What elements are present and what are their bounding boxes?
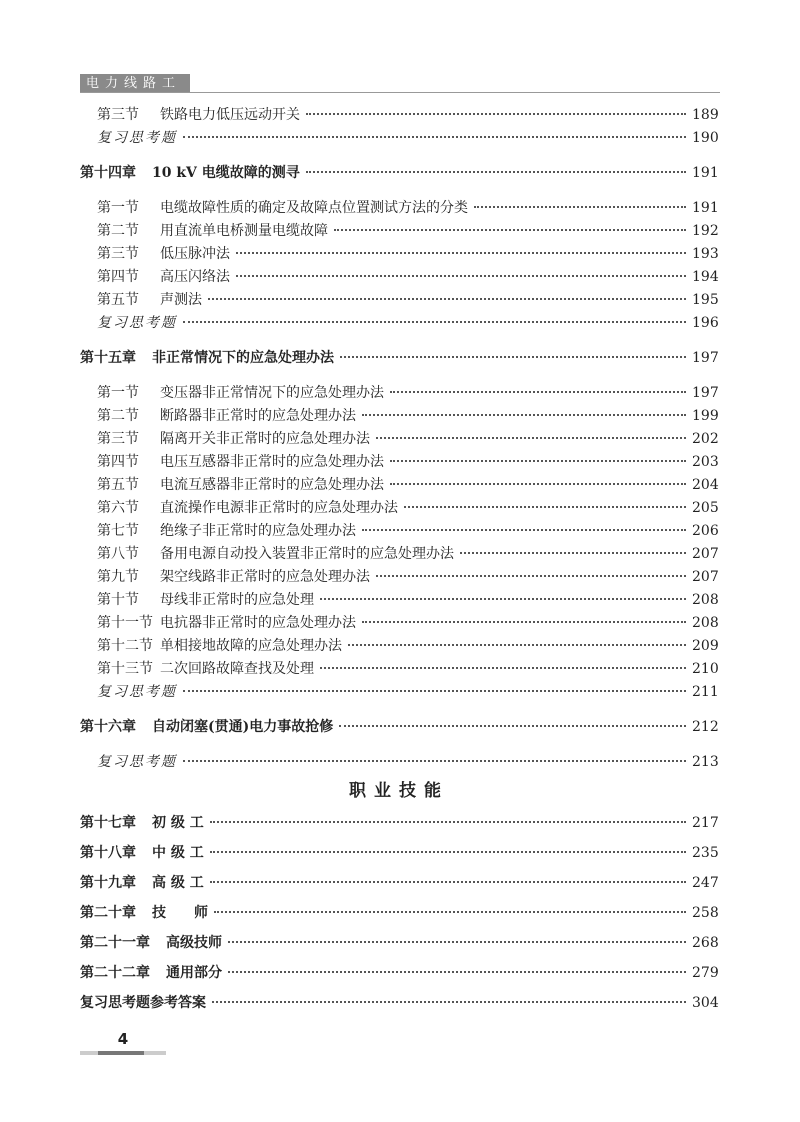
toc-entry-review bbox=[80, 127, 718, 150]
entry-title: 复习思考题 bbox=[97, 684, 177, 700]
dot-leader bbox=[183, 136, 686, 138]
entry-title: 复习思考题 bbox=[97, 315, 177, 331]
toc-entry-section bbox=[80, 451, 718, 474]
entry-title: 电缆故障性质的确定及故障点位置测试方法的分类 bbox=[160, 200, 468, 216]
toc-entry-section bbox=[80, 428, 718, 451]
entry-title: 电抗器非正常时的应急处理办法 bbox=[160, 615, 356, 631]
toc-entry-chapter bbox=[80, 347, 718, 370]
entry-page-number: 194 bbox=[692, 269, 719, 285]
entry-label: 第四节 bbox=[97, 269, 139, 285]
dot-leader bbox=[236, 275, 686, 277]
dot-leader bbox=[208, 298, 686, 300]
entry-page-number: 203 bbox=[692, 454, 719, 470]
entry-page-number: 192 bbox=[692, 223, 719, 239]
entry-page-number: 212 bbox=[692, 719, 719, 735]
running-header: 电力线路工 bbox=[80, 74, 190, 93]
entry-page-number: 191 bbox=[692, 200, 719, 216]
dot-leader bbox=[306, 113, 686, 115]
entry-page-number: 193 bbox=[692, 246, 719, 262]
entry-page-number: 217 bbox=[692, 815, 719, 831]
entry-label: 第二十章 bbox=[80, 905, 136, 921]
entry-label: 第十一节 bbox=[97, 615, 153, 631]
toc-entry-section bbox=[80, 658, 718, 681]
toc-entry-review bbox=[80, 751, 718, 774]
toc-entry-chapter2 bbox=[80, 838, 718, 868]
entry-label: 第五节 bbox=[97, 477, 139, 493]
entry-title: 10 kV 电缆故障的测寻 bbox=[152, 165, 300, 181]
entry-page-number: 202 bbox=[692, 431, 719, 447]
dot-leader bbox=[183, 760, 686, 762]
page-number-bar-accent bbox=[98, 1051, 144, 1055]
toc-entry-chapter2 bbox=[80, 868, 718, 898]
entry-page-number: 207 bbox=[692, 569, 719, 585]
entry-page-number: 209 bbox=[692, 638, 719, 654]
entry-title: 母线非正常时的应急处理 bbox=[160, 592, 314, 608]
dot-leader bbox=[390, 460, 686, 462]
toc-entry-section bbox=[80, 266, 718, 289]
entry-title: 用直流单电桥测量电缆故障 bbox=[160, 223, 328, 239]
toc-entry-chapter2 bbox=[80, 808, 718, 838]
entry-title: 技 师 bbox=[152, 905, 208, 921]
entry-title: 二次回路故障查找及处理 bbox=[160, 661, 314, 677]
toc-entry-section bbox=[80, 497, 718, 520]
toc-part-2 bbox=[80, 808, 718, 1018]
toc-entry-section bbox=[80, 566, 718, 589]
entry-label: 第三节 bbox=[97, 431, 139, 447]
toc-entry-chapter bbox=[80, 162, 718, 185]
dot-leader bbox=[404, 506, 686, 508]
toc-entry-section bbox=[80, 289, 718, 312]
entry-title: 备用电源自动投入装置非正常时的应急处理办法 bbox=[160, 546, 454, 562]
toc-entry-review bbox=[80, 681, 718, 704]
entry-label: 第十七章 bbox=[80, 815, 136, 831]
dot-leader bbox=[183, 690, 686, 692]
entry-page-number: 195 bbox=[692, 292, 719, 308]
entry-page-number: 279 bbox=[692, 965, 719, 981]
dot-leader bbox=[340, 356, 686, 358]
page-number-bar bbox=[80, 1051, 166, 1055]
entry-page-number: 268 bbox=[692, 935, 719, 951]
toc-entry-section bbox=[80, 104, 718, 127]
toc-entry-section bbox=[80, 197, 718, 220]
dot-leader bbox=[183, 321, 686, 323]
entry-label: 第七节 bbox=[97, 523, 139, 539]
dot-leader bbox=[376, 437, 686, 439]
entry-page-number: 190 bbox=[692, 130, 719, 146]
entry-title: 通用部分 bbox=[166, 965, 222, 981]
dot-leader bbox=[210, 881, 686, 883]
entry-page-number: 191 bbox=[692, 165, 719, 181]
entry-title: 直流操作电源非正常时的应急处理办法 bbox=[160, 500, 398, 516]
dot-leader bbox=[228, 941, 686, 943]
toc-entry-chapter2 bbox=[80, 928, 718, 958]
entry-page-number: 206 bbox=[692, 523, 719, 539]
entry-title: 自动闭塞(贯通)电力事故抢修 bbox=[152, 719, 334, 735]
entry-page-number: 197 bbox=[692, 350, 719, 366]
entry-title: 高压闪络法 bbox=[160, 269, 230, 285]
entry-page-number: 211 bbox=[692, 684, 719, 700]
entry-label: 第六节 bbox=[97, 500, 139, 516]
dot-leader bbox=[362, 414, 686, 416]
entry-title: 声测法 bbox=[160, 292, 202, 308]
toc-entry-chapter bbox=[80, 716, 718, 739]
toc-entry-section bbox=[80, 635, 718, 658]
entry-label: 第一节 bbox=[97, 200, 139, 216]
dot-leader bbox=[320, 667, 686, 669]
dot-leader bbox=[236, 252, 686, 254]
entry-label: 第二十二章 bbox=[80, 965, 150, 981]
dot-leader bbox=[362, 621, 686, 623]
toc-entry-section bbox=[80, 474, 718, 497]
toc-entry-section bbox=[80, 405, 718, 428]
entry-label: 第五节 bbox=[97, 292, 139, 308]
dot-leader bbox=[339, 725, 686, 727]
toc-entry-section bbox=[80, 612, 718, 635]
page-number: 4 bbox=[117, 1030, 129, 1048]
entry-title: 铁路电力低压远动开关 bbox=[160, 107, 300, 123]
entry-title: 架空线路非正常时的应急处理办法 bbox=[160, 569, 370, 585]
dot-leader bbox=[214, 911, 686, 913]
dot-leader bbox=[460, 552, 686, 554]
dot-leader bbox=[348, 644, 686, 646]
toc-entry-section bbox=[80, 589, 718, 612]
dot-leader bbox=[474, 206, 686, 208]
toc-entry-section bbox=[80, 382, 718, 405]
entry-page-number: 197 bbox=[692, 385, 719, 401]
entry-title: 电流互感器非正常时的应急处理办法 bbox=[160, 477, 384, 493]
dot-leader bbox=[390, 483, 686, 485]
entry-label: 第一节 bbox=[97, 385, 139, 401]
entry-label: 第十四章 bbox=[80, 165, 136, 181]
entry-page-number: 247 bbox=[692, 875, 719, 891]
toc-entry-section bbox=[80, 520, 718, 543]
entry-label: 第四节 bbox=[97, 454, 139, 470]
toc-entry-chapter2 bbox=[80, 898, 718, 928]
entry-title: 变压器非正常情况下的应急处理办法 bbox=[160, 385, 384, 401]
dot-leader bbox=[306, 171, 686, 173]
entry-label: 第九节 bbox=[97, 569, 139, 585]
entry-title: 隔离开关非正常时的应急处理办法 bbox=[160, 431, 370, 447]
dot-leader bbox=[376, 575, 686, 577]
dot-leader bbox=[212, 1001, 686, 1003]
table-of-contents bbox=[80, 104, 718, 1018]
dot-leader bbox=[390, 391, 686, 393]
entry-page-number: 204 bbox=[692, 477, 719, 493]
toc-entry-section bbox=[80, 243, 718, 266]
entry-title: 复习思考题参考答案 bbox=[80, 995, 206, 1011]
entry-label: 第十节 bbox=[97, 592, 139, 608]
entry-title: 初 级 工 bbox=[152, 815, 204, 831]
entry-label: 第十二节 bbox=[97, 638, 153, 654]
dot-leader bbox=[210, 821, 686, 823]
entry-page-number: 304 bbox=[692, 995, 719, 1011]
header-rule bbox=[80, 92, 720, 93]
toc-part-1 bbox=[80, 104, 718, 774]
entry-label: 第二节 bbox=[97, 223, 139, 239]
dot-leader bbox=[320, 598, 686, 600]
toc-entry-section bbox=[80, 220, 718, 243]
entry-label: 第十三节 bbox=[97, 661, 153, 677]
entry-title: 单相接地故障的应急处理办法 bbox=[160, 638, 342, 654]
dot-leader bbox=[228, 971, 686, 973]
entry-page-number: 189 bbox=[692, 107, 719, 123]
entry-title: 高级技师 bbox=[166, 935, 222, 951]
entry-title: 电压互感器非正常时的应急处理办法 bbox=[160, 454, 384, 470]
entry-title: 复习思考题 bbox=[97, 754, 177, 770]
dot-leader bbox=[210, 851, 686, 853]
entry-title: 复习思考题 bbox=[97, 130, 177, 146]
entry-page-number: 196 bbox=[692, 315, 719, 331]
entry-page-number: 235 bbox=[692, 845, 719, 861]
entry-label: 第三节 bbox=[97, 246, 139, 262]
entry-label: 第八节 bbox=[97, 546, 139, 562]
entry-label: 第三节 bbox=[97, 107, 139, 123]
toc-entry-review bbox=[80, 312, 718, 335]
toc-entry-chapter2 bbox=[80, 988, 718, 1018]
entry-title: 断路器非正常时的应急处理办法 bbox=[160, 408, 356, 424]
toc-entry-chapter2 bbox=[80, 958, 718, 988]
entry-title: 中 级 工 bbox=[152, 845, 204, 861]
dot-leader bbox=[334, 229, 686, 231]
entry-page-number: 205 bbox=[692, 500, 719, 516]
dot-leader bbox=[362, 529, 686, 531]
entry-label: 第十五章 bbox=[80, 350, 136, 366]
toc-entry-section bbox=[80, 543, 718, 566]
entry-page-number: 210 bbox=[692, 661, 719, 677]
entry-page-number: 208 bbox=[692, 615, 719, 631]
entry-label: 第二节 bbox=[97, 408, 139, 424]
entry-title: 非正常情况下的应急处理办法 bbox=[152, 350, 334, 366]
entry-label: 第二十一章 bbox=[80, 935, 150, 951]
entry-title: 绝缘子非正常时的应急处理办法 bbox=[160, 523, 356, 539]
entry-title: 低压脉冲法 bbox=[160, 246, 230, 262]
entry-label: 第十九章 bbox=[80, 875, 136, 891]
entry-page-number: 213 bbox=[692, 754, 719, 770]
entry-page-number: 199 bbox=[692, 408, 719, 424]
part-heading: 职业技能 bbox=[349, 781, 449, 801]
entry-page-number: 258 bbox=[692, 905, 719, 921]
entry-page-number: 208 bbox=[692, 592, 719, 608]
entry-label: 第十六章 bbox=[80, 719, 136, 735]
entry-page-number: 207 bbox=[692, 546, 719, 562]
entry-label: 第十八章 bbox=[80, 845, 136, 861]
entry-title: 高 级 工 bbox=[152, 875, 204, 891]
